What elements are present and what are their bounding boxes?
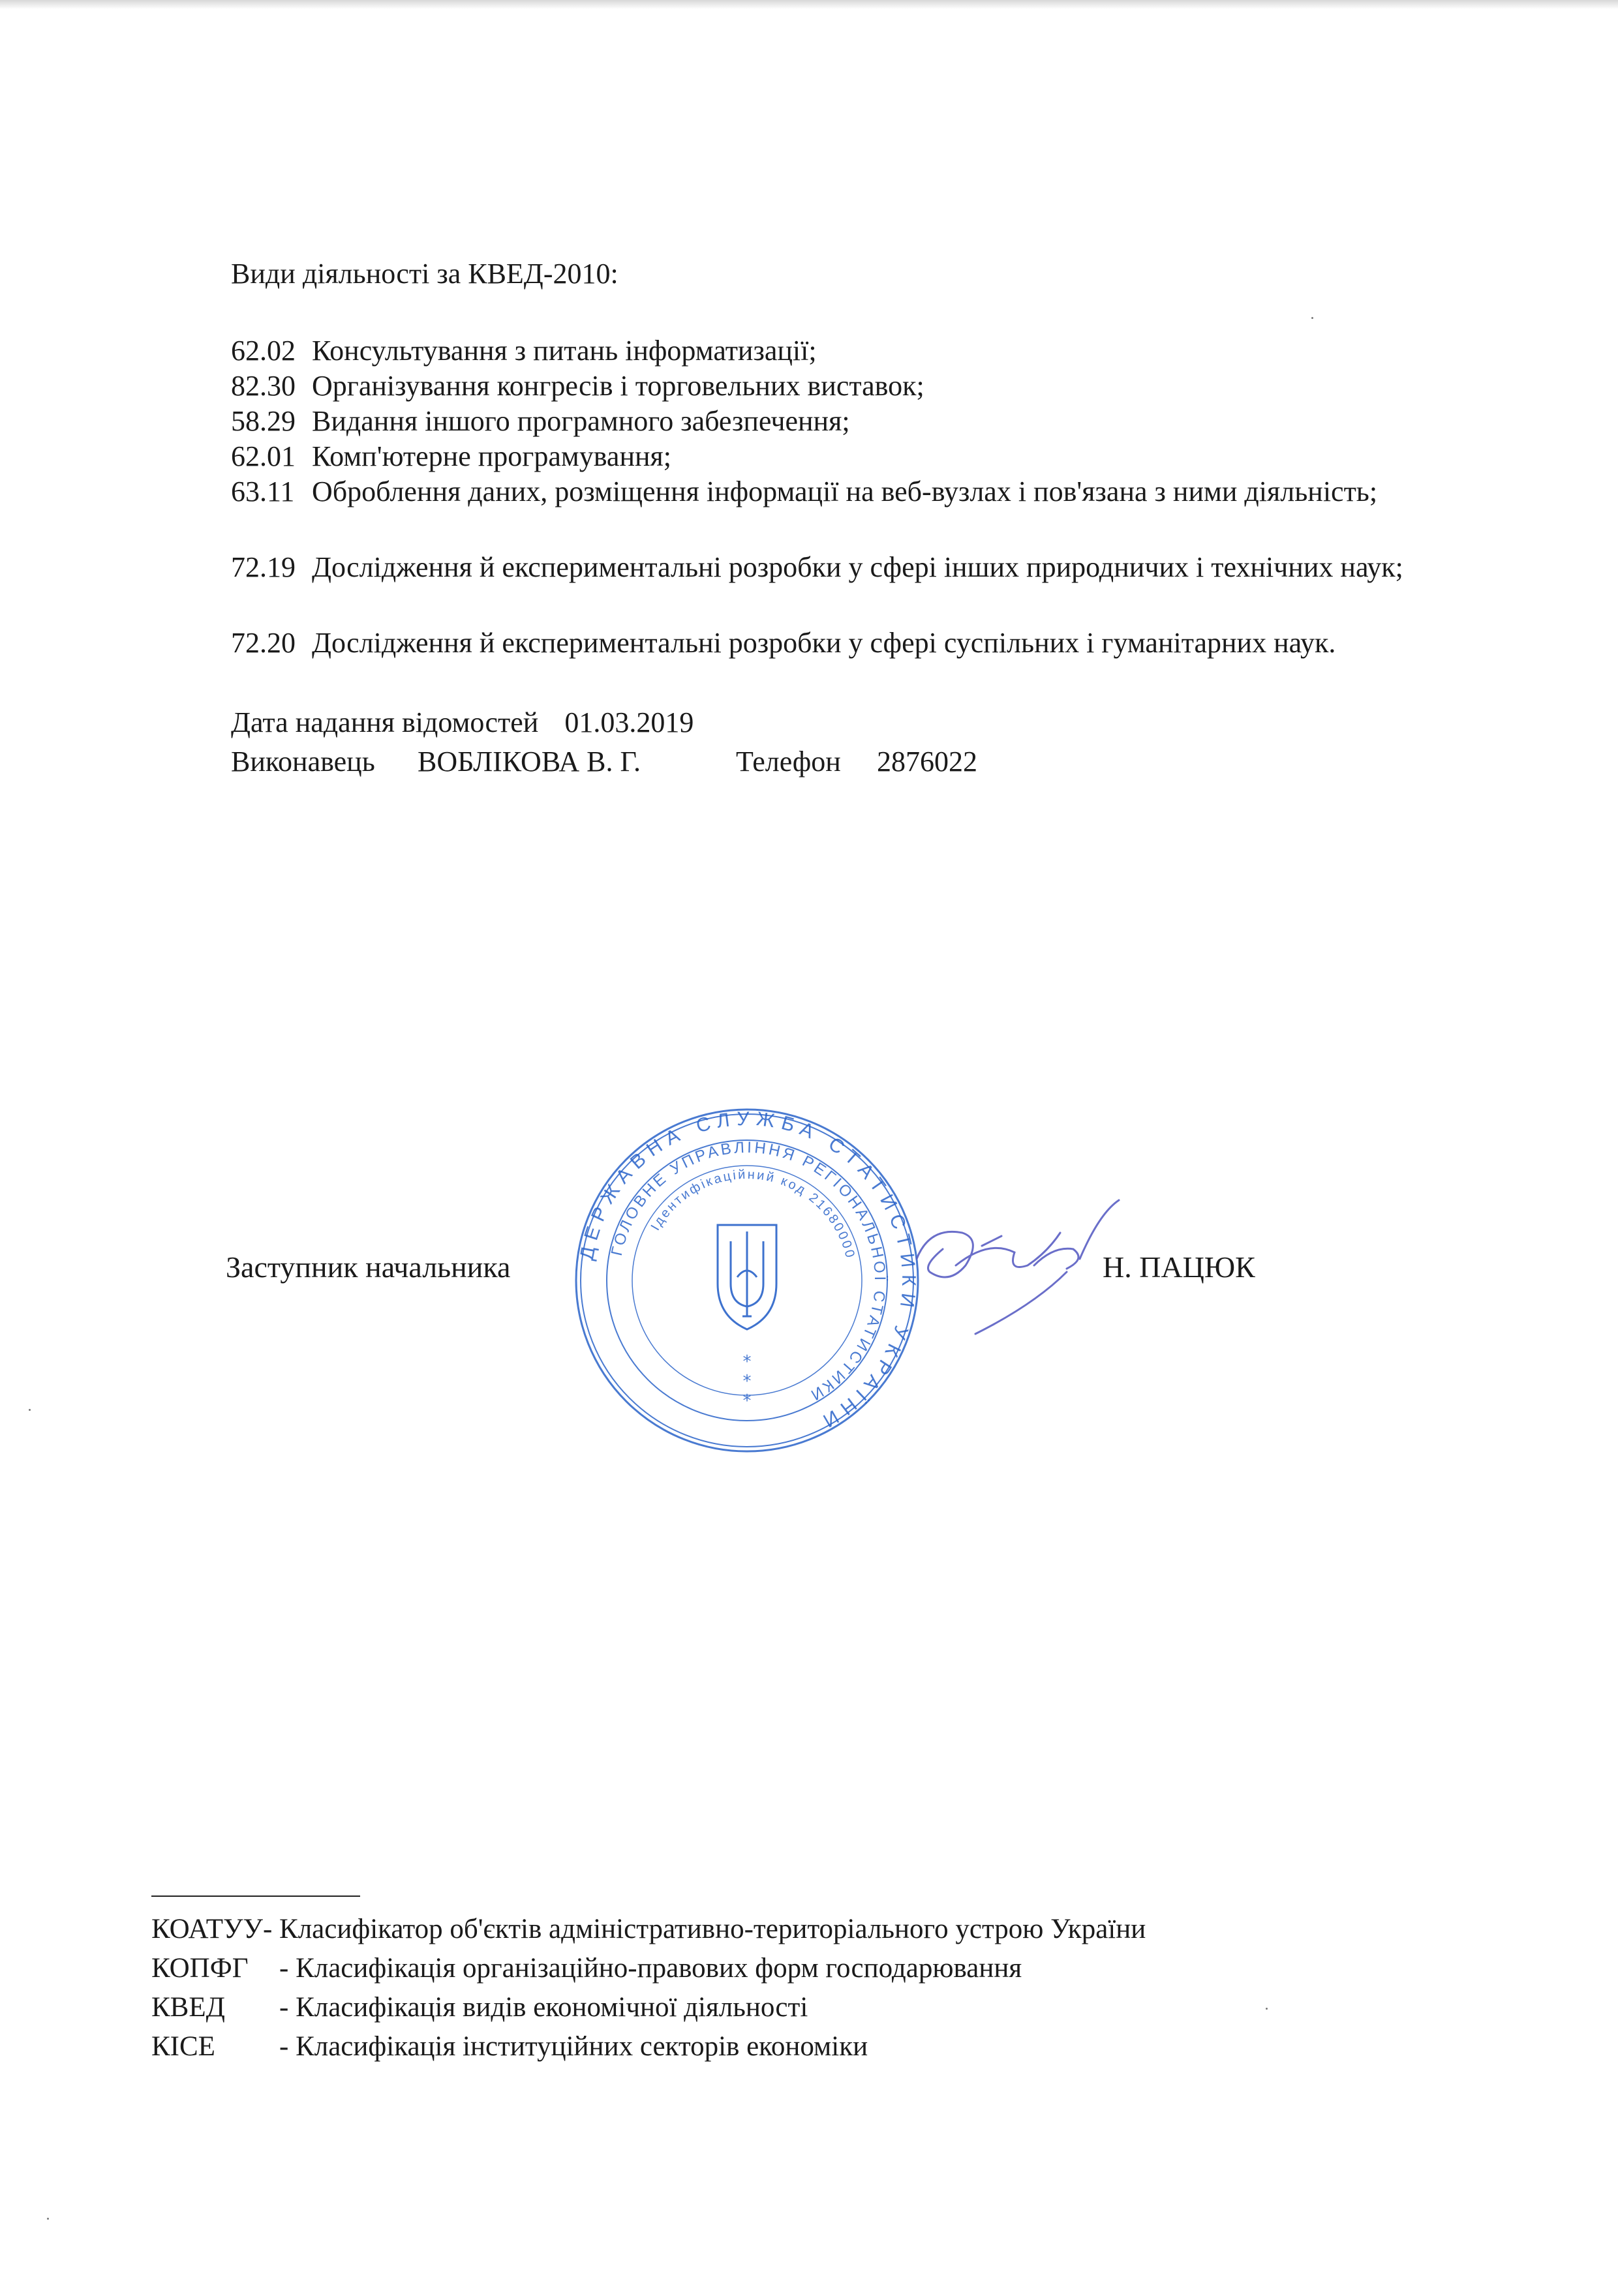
kved-code: 82.30 xyxy=(231,370,296,402)
stamp-inner-text: Ідентифікаційний код 21680000 xyxy=(648,1167,858,1261)
kved-description: Консультування з питань інформатизації; xyxy=(312,335,817,367)
svg-text:*: * xyxy=(742,1372,752,1391)
kved-description: Видання іншого програмного забезпечення; xyxy=(312,405,850,437)
footnote-description: - Класифікація видів економічної діяльності xyxy=(279,1992,808,2023)
kved-description: Дослідження й експериментальні розробки у сфері суспільних і гуманітарних наук. xyxy=(312,627,1336,659)
executor-name: ВОБЛІКОВА В. Г. xyxy=(418,746,641,778)
scan-speck xyxy=(29,1409,31,1411)
date-value: 01.03.2019 xyxy=(564,706,694,738)
kved-description: Оброблення даних, розміщення інформації на веб-вузлах і пов'язана з ними діяльність; xyxy=(312,476,1378,507)
footnote-item xyxy=(151,1954,1022,1982)
footnote-item xyxy=(151,1993,808,2021)
kved-description: Комп'ютерне програмування; xyxy=(312,440,672,472)
footnote-abbr: КОАТУУ- xyxy=(151,1914,273,1944)
footnote-description: - Класифікація інституційних секторів економіки xyxy=(279,2031,868,2062)
stamp-middle-text: ГОЛОВНЕ УПРАВЛІННЯ РЕГІОНАЛЬНОЇ СТАТИСТИКИ xyxy=(607,1138,889,1405)
footnote-item xyxy=(151,2032,868,2061)
trident-icon xyxy=(718,1225,776,1329)
executor-label: Виконавець xyxy=(231,746,375,778)
footnote-description: Класифікатор об'єктів адміністративно-територіального устрою України xyxy=(279,1914,1146,1944)
phone-label: Телефон xyxy=(736,746,841,778)
kved-code: 62.01 xyxy=(231,440,296,472)
scan-speck xyxy=(1266,2008,1268,2010)
official-stamp xyxy=(574,1108,920,1453)
handwritten-signature xyxy=(904,1187,1138,1337)
phone-value: 2876022 xyxy=(877,746,977,778)
kved-code: 72.19 xyxy=(231,551,296,583)
kved-description: Дослідження й експериментальні розробки у сфері інших природничих і технічних наук; xyxy=(312,551,1403,583)
footnote-abbr: КОПФГ xyxy=(151,1953,249,1984)
date-label: Дата надання відомостей xyxy=(231,706,539,738)
scan-speck xyxy=(47,2218,49,2220)
stamp-outer-text: ДЕРЖАВНА СЛУЖБА СТАТИСТИКИ УКРАЇНИ xyxy=(575,1108,920,1435)
footnote-abbr: КВЕД xyxy=(151,1992,225,2023)
signoff-position: Заступник начальника xyxy=(226,1250,511,1284)
footnote-abbr: КІСЕ xyxy=(151,2031,215,2062)
kved-code: 63.11 xyxy=(231,476,295,507)
svg-text:*: * xyxy=(742,1352,752,1372)
svg-text:*: * xyxy=(742,1391,752,1411)
date-line xyxy=(231,708,694,737)
kved-heading: Види діяльності за КВЕД-2010: xyxy=(231,258,618,290)
kved-code: 72.20 xyxy=(231,627,296,659)
footnote-divider xyxy=(151,1896,360,1897)
scan-speck xyxy=(1311,317,1313,319)
footnote-item xyxy=(151,1915,1146,1943)
kved-description: Організування конгресів і торговельних виставок; xyxy=(312,370,924,402)
scan-top-edge xyxy=(0,0,1618,9)
signoff-name: Н. ПАЦЮК xyxy=(1103,1250,1255,1284)
kved-code: 62.02 xyxy=(231,335,296,367)
kved-code: 58.29 xyxy=(231,405,296,437)
footnote-description: - Класифікація організаційно-правових форм господарювання xyxy=(279,1953,1022,1984)
